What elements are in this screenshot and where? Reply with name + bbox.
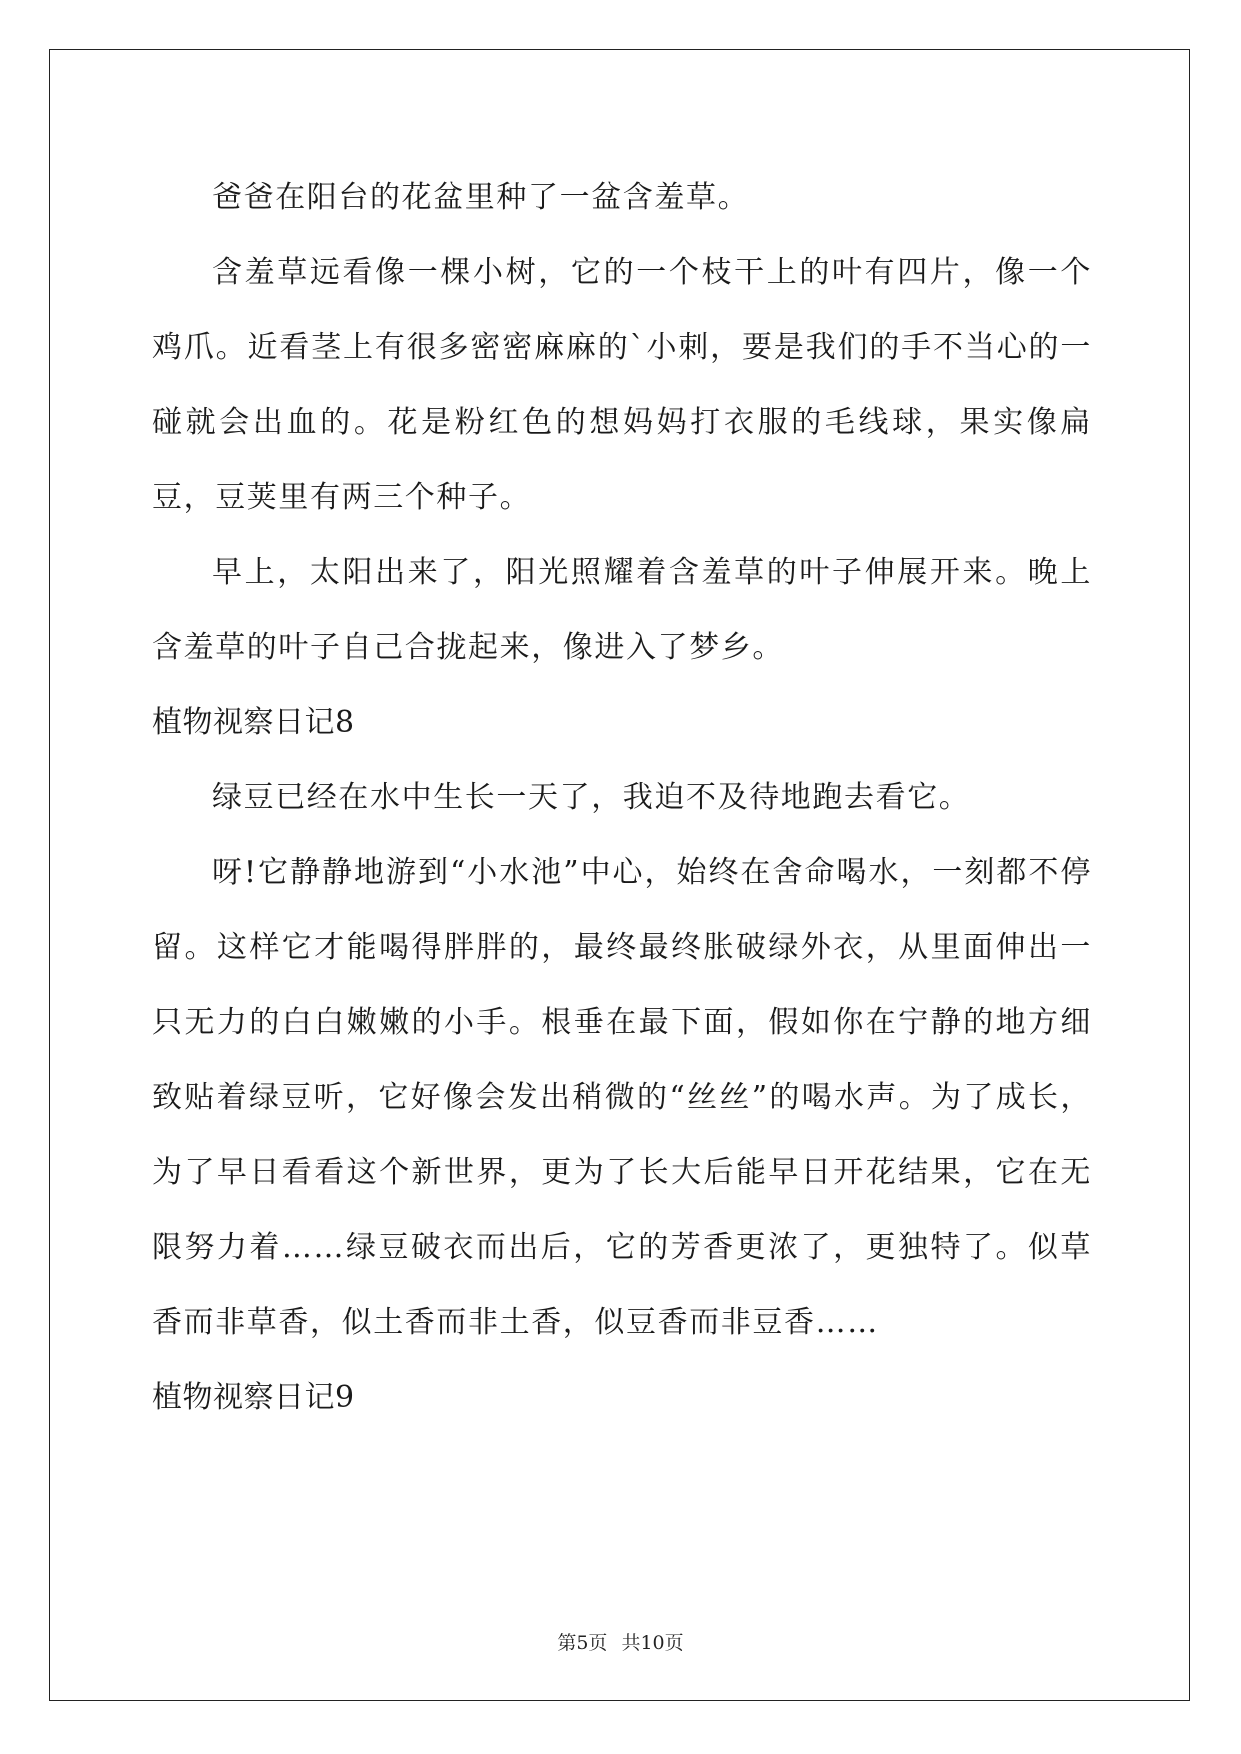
- page-number: 第5页: [557, 1632, 608, 1654]
- paragraph-mimosa-planting: 爸爸在阳台的花盆里种了一盆含羞草。: [212, 180, 750, 215]
- section-heading-diary-8: 植物视察日记8: [152, 705, 355, 740]
- paragraph-mimosa-description: 含羞草远看像一棵小树，它的一个枝干上的叶有四片，像一个鸡爪。近看茎上有很多密密麻麻的`小刺，要是我们的手不当心的一碰就会出血的。花是粉红色的想妈妈打衣服的毛线球，果实像扁豆，豆荚里有两三个种子。: [152, 255, 1092, 515]
- paragraph-mungbean-intro: 绿豆已经在水中生长一天了，我迫不及待地跑去看它。: [212, 780, 971, 815]
- paragraph-mimosa-day-night: 早上，太阳出来了，阳光照耀着含羞草的叶子伸展开来。晚上含羞草的叶子自己合拢起来，像进入了梦乡。: [152, 555, 1092, 665]
- document-body: [152, 160, 1092, 1435]
- page-footer: [0, 1628, 1241, 1655]
- paragraph-mungbean-growth: 呀!它静静地游到“小水池”中心，始终在舍命喝水，一刻都不停留。这样它才能喝得胖胖的，最终最终胀破绿外衣，从里面伸出一只无力的白白嫩嫩的小手。根垂在最下面，假如你在宁静的地方细致贴着绿豆听，它好像会发出稍微的“丝丝”的喝水声。为了成长，为了早日看看这个新世界，更为了长大后能早日开花结果，它在无限努力着……绿豆破衣而出后，它的芳香更浓了，更独特了。似草香而非草香，似土香而非土香，似豆香而非豆香……: [152, 855, 1092, 1340]
- section-heading-diary-9: 植物视察日记9: [152, 1380, 355, 1415]
- page-total: 共10页: [621, 1632, 684, 1654]
